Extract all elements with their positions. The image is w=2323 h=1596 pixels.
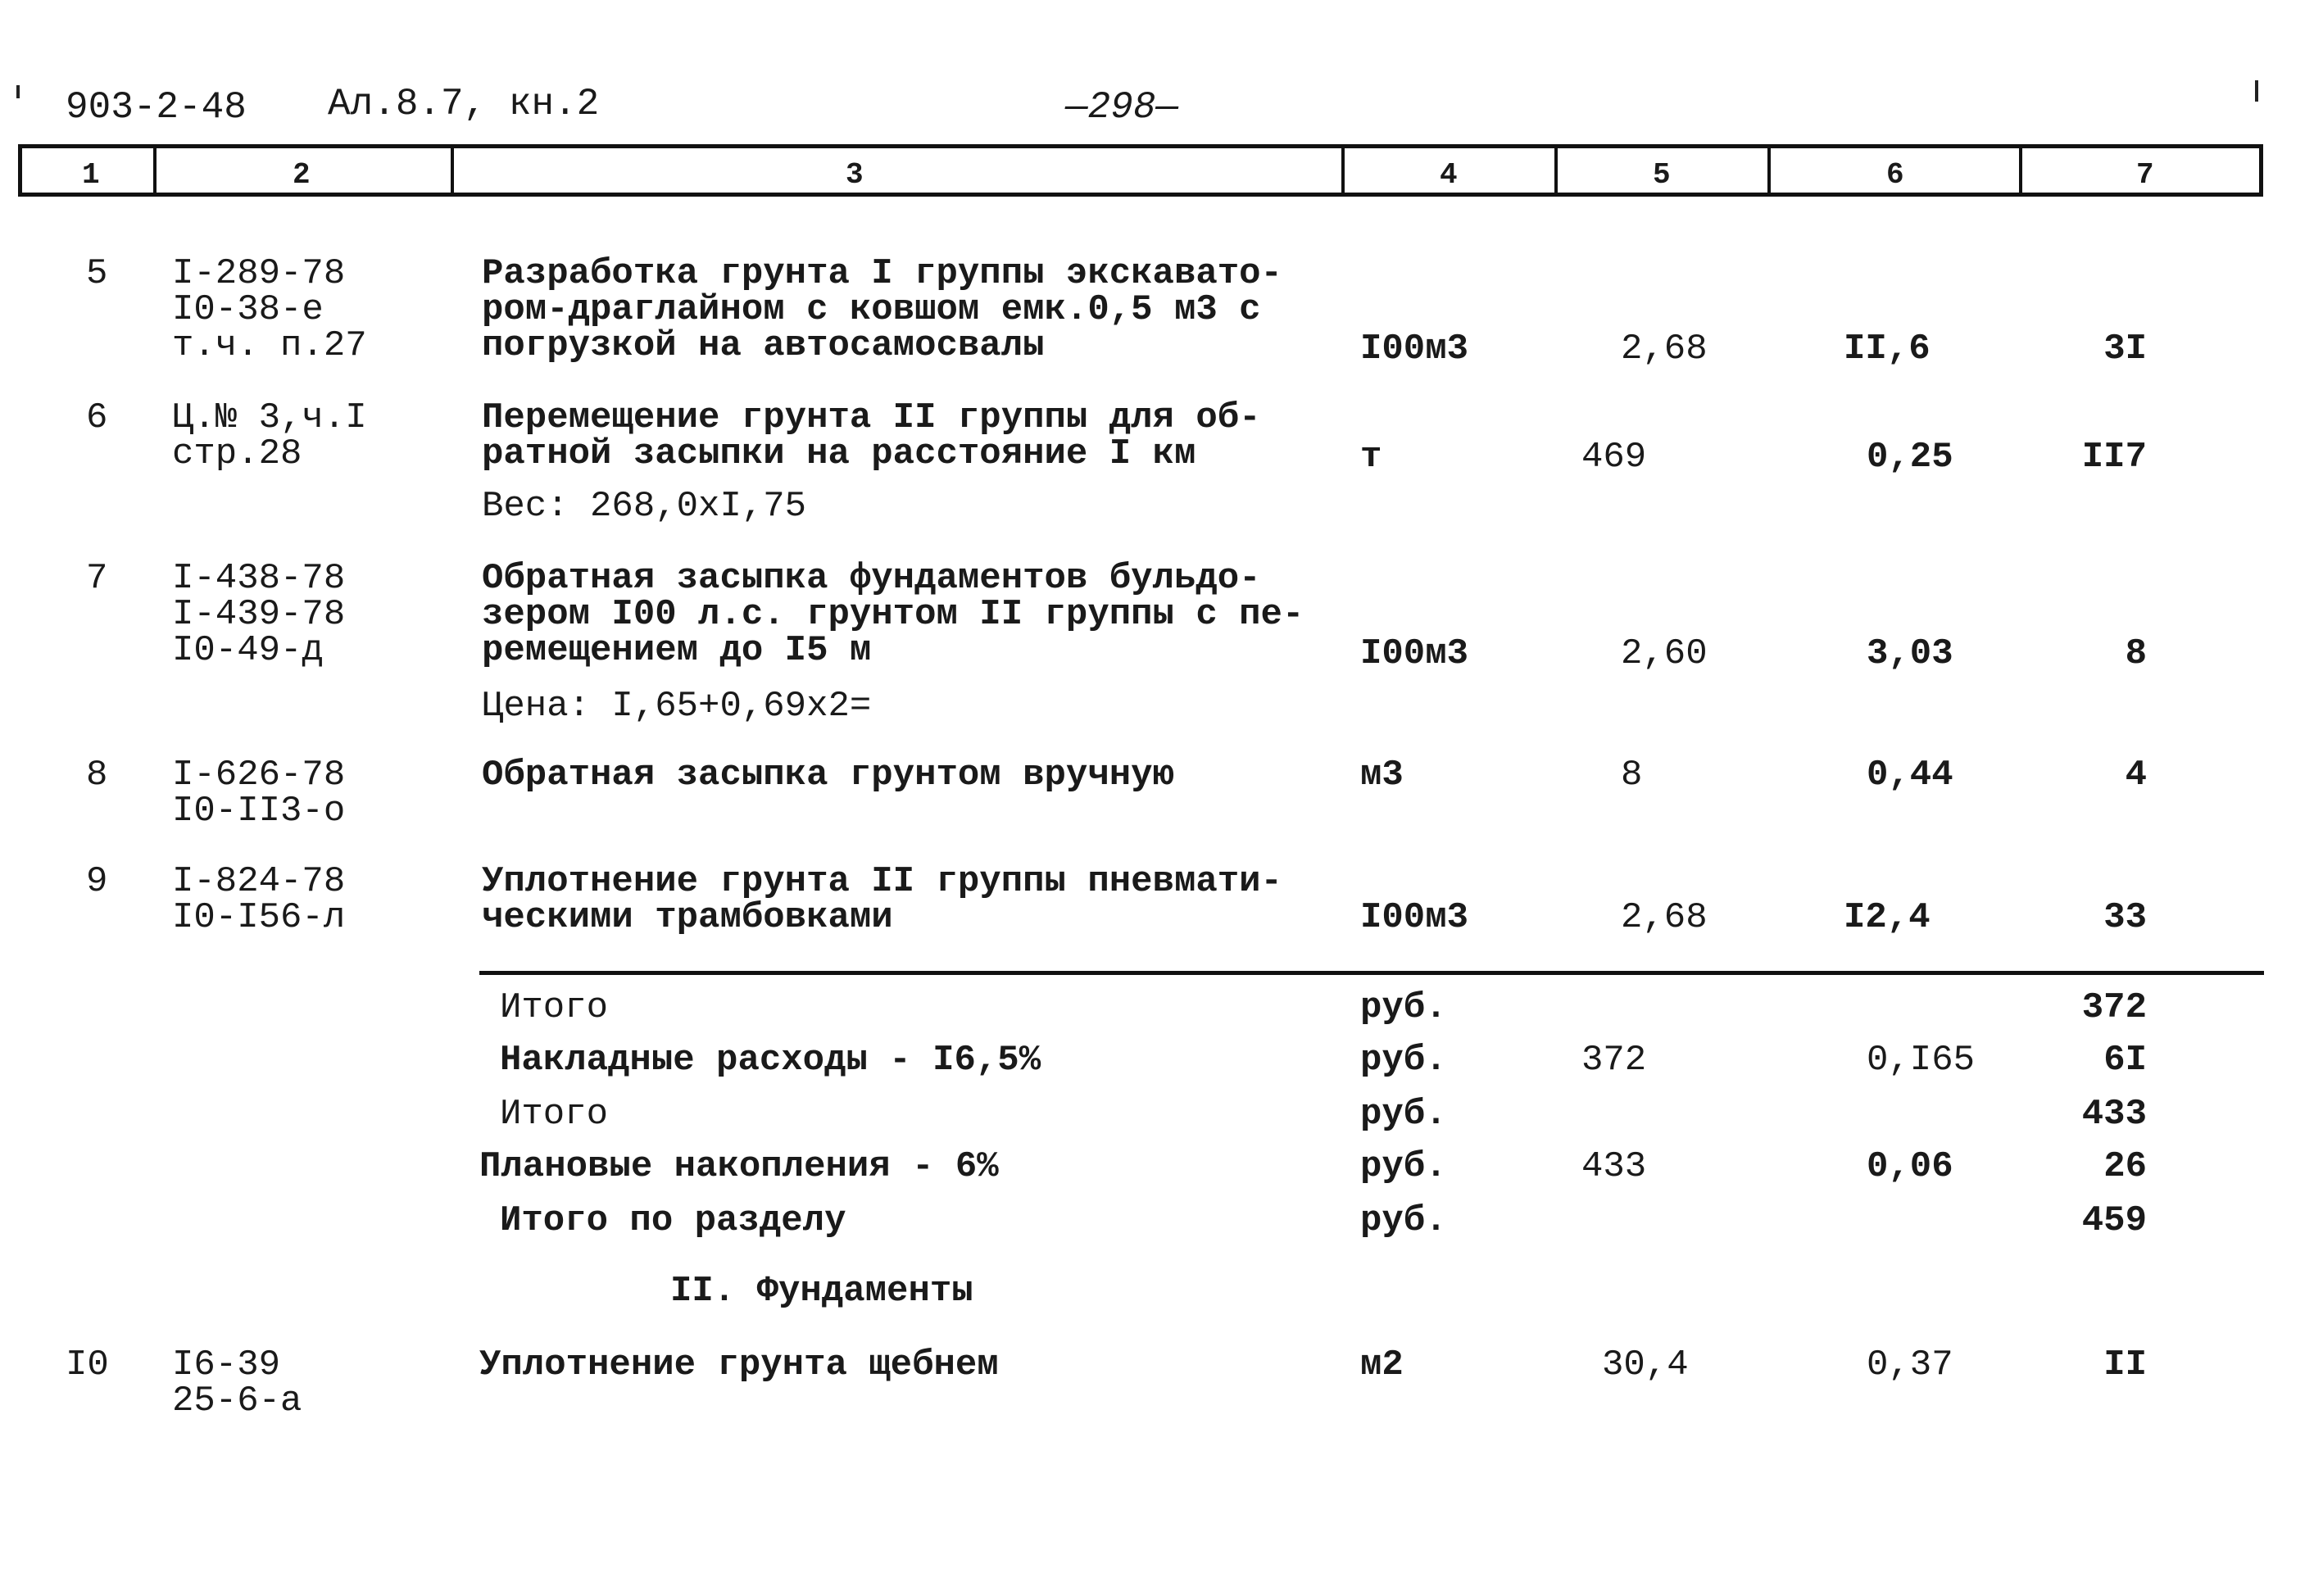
description-line: Разработка грунта I группы экскавато- [482,253,1282,294]
page-number: —298— [1065,86,1179,129]
summary-total: 433 [2081,1094,2147,1135]
ref-line: I-626-78 [172,755,346,796]
description-line: Обратная засыпка фундаментов бульдо- [482,558,1261,599]
row-number: 9 [86,861,108,902]
column-divider [153,148,157,193]
row-number: 8 [86,755,108,796]
summary-separator [479,971,2264,975]
column-number: 7 [2136,158,2154,192]
description-line: зером I00 л.с. грунтом II группы с пе- [482,594,1304,635]
quantity-cell: 30,4 [1602,1344,1689,1385]
ref-line: I0-49-д [172,630,324,671]
margin-tick-right [2255,80,2258,102]
column-number: 3 [846,158,864,192]
ref-line: стр.28 [172,433,302,474]
album-ref: Ал.8.7, кн.2 [328,83,600,125]
description-line: ратной засыпки на расстояние I км [482,433,1196,474]
ref-line: I0-I56-л [172,897,346,938]
quantity-cell: 469 [1581,437,1647,478]
column-number: 5 [1653,158,1671,192]
total-cell: 4 [2125,755,2147,796]
ref-line: I-289-78 [172,253,346,294]
column-divider [1767,148,1771,193]
row-number: 5 [86,253,108,294]
unit-cell: I00м3 [1360,633,1469,674]
calc-note: Вес: 268,0хI,75 [482,486,807,527]
ref-line: Ц.№ 3,ч.I [172,397,367,438]
ref-line: I6-39 [172,1344,281,1385]
description-line: ром-драглайном с ковшом емк.0,5 м3 с [482,289,1261,330]
section-title: II. Фундаменты [670,1271,973,1312]
column-number-bar [18,144,2263,197]
summary-total: 26 [2103,1146,2147,1187]
total-cell: II [2103,1344,2147,1385]
price-cell: 3,03 [1867,633,1953,674]
column-number: 1 [82,158,100,192]
ref-line: I-438-78 [172,558,346,599]
doc-code: 903-2-48 [66,86,247,129]
total-cell: 33 [2103,897,2147,938]
summary-total: 6I [2103,1040,2147,1081]
summary-unit: руб. [1360,1040,1447,1081]
description-line: Уплотнение грунта щебнем [479,1344,999,1385]
calc-note: Цена: I,65+0,69х2= [482,686,872,727]
column-number: 6 [1886,158,1904,192]
summary-base: 433 [1581,1146,1647,1187]
summary-unit: руб. [1360,1200,1447,1241]
summary-unit: руб. [1360,987,1447,1028]
price-cell: II,6 [1844,329,1931,370]
description-line: ремещением до I5 м [482,630,872,671]
unit-cell: т [1360,437,1382,478]
ref-line: 25-6-а [172,1381,302,1421]
unit-cell: I00м3 [1360,329,1469,370]
description-line: Уплотнение грунта II группы пневмати- [482,861,1282,902]
column-divider [1341,148,1345,193]
quantity-cell: 2,68 [1621,329,1708,370]
column-divider [2019,148,2022,193]
row-number: 6 [86,397,108,438]
ref-line: I-439-78 [172,594,346,635]
summary-label: Итого по разделу [500,1200,846,1241]
ref-line: I-824-78 [172,861,346,902]
total-cell: 8 [2125,633,2147,674]
total-cell: II7 [2081,437,2147,478]
unit-cell: м2 [1360,1344,1404,1385]
summary-label: Плановые накопления - 6% [479,1146,999,1187]
summary-unit: руб. [1360,1146,1447,1187]
column-number: 4 [1440,158,1458,192]
quantity-cell: 2,68 [1621,897,1708,938]
ref-line: т.ч. п.27 [172,325,367,366]
quantity-cell: 8 [1621,755,1643,796]
column-divider [451,148,454,193]
unit-cell: м3 [1360,755,1404,796]
margin-tick-left [16,85,20,98]
summary-base: 372 [1581,1040,1647,1081]
total-cell: 3I [2103,329,2147,370]
summary-label: Итого [500,987,609,1028]
column-divider [1554,148,1558,193]
unit-cell: I00м3 [1360,897,1469,938]
ref-line: I0-38-е [172,289,324,330]
price-cell: 0,44 [1867,755,1953,796]
summary-label: Итого [500,1094,609,1135]
column-number: 2 [293,158,311,192]
description-line: ческими трамбовками [482,897,893,938]
price-cell: I2,4 [1844,897,1931,938]
price-cell: 0,25 [1867,437,1953,478]
summary-total: 372 [2081,987,2147,1028]
ref-line: I0-II3-о [172,791,346,832]
row-number: 7 [86,558,108,599]
quantity-cell: 2,60 [1621,633,1708,674]
summary-rate: 0,06 [1867,1146,1953,1187]
summary-rate: 0,I65 [1867,1040,1976,1081]
summary-unit: руб. [1360,1094,1447,1135]
row-number: I0 [66,1344,109,1385]
summary-label: Накладные расходы - I6,5% [500,1040,1041,1081]
description-line: Перемещение грунта II группы для об- [482,397,1261,438]
description-line: погрузкой на автосамосвалы [482,325,1045,366]
description-line: Обратная засыпка грунтом вручную [482,755,1174,796]
price-cell: 0,37 [1867,1344,1953,1385]
summary-total: 459 [2081,1200,2147,1241]
